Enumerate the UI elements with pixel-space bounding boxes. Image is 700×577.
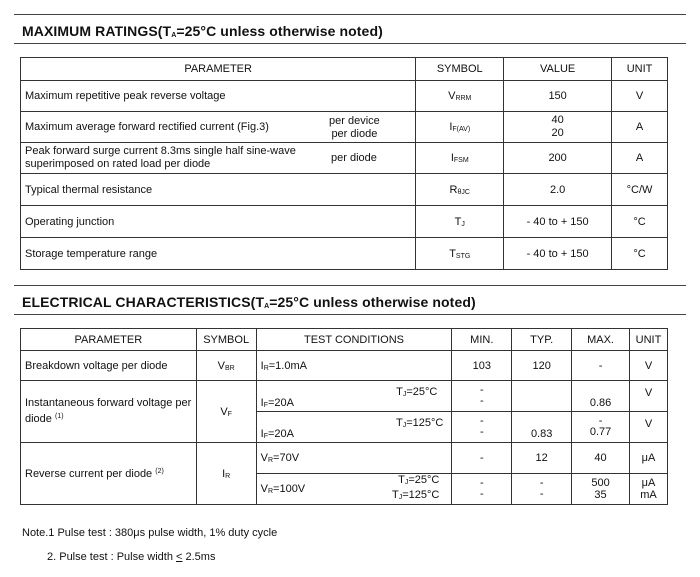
symbol-cell: $R_{\theta JC}$: [416, 174, 504, 206]
unit-cell: A: [612, 112, 668, 143]
header-unit: UNIT: [629, 329, 667, 351]
unit-cell: V: [629, 412, 667, 443]
table-row: [21, 351, 668, 381]
typ-cell: [512, 381, 572, 412]
min-cell: - -: [452, 412, 512, 443]
min-cell: - -: [452, 381, 512, 412]
value-cell: - 40 to + 150: [504, 206, 612, 238]
tj-cell: $T_J=25^\circ C$: [336, 381, 452, 412]
min-cell: 103: [452, 351, 512, 381]
header-symbol: SYMBOL: [196, 329, 256, 351]
table-row: [21, 238, 668, 270]
header-parameter: PARAMETER: [21, 58, 416, 81]
param-cell: Operating junction: [21, 206, 416, 238]
max-cell: 0.86: [572, 381, 630, 412]
header-typ: TYP.: [512, 329, 572, 351]
max-cell: - 0.77: [572, 412, 630, 443]
per-note: per device per diode: [329, 115, 380, 140]
cond-cell: $I_F=20A$: [256, 412, 336, 443]
header-parameter: PARAMETER: [21, 329, 197, 351]
typ-cell: 120: [512, 351, 572, 381]
note-1: Note.1 Pulse test : 380μs pulse width, 1% duty cycle: [22, 527, 278, 539]
elec-top-rule: [14, 285, 686, 286]
symbol-cell: $T_{STG}$: [416, 238, 504, 270]
cond-cell: $V_R=70V$: [256, 443, 336, 474]
unit-cell: V: [629, 351, 667, 381]
unit-cell: °C/W: [612, 174, 668, 206]
max-ratings-table: [20, 57, 668, 270]
min-cell: - -: [452, 474, 512, 505]
table-row: [21, 381, 668, 412]
symbol-cell: $V_{RRM}$: [416, 81, 504, 112]
symbol-cell: $V_{BR}$: [196, 351, 256, 381]
param-cell: Instantaneous forward voltage per diode $^{(1)}$: [21, 381, 197, 443]
max-ratings-title: MAXIMUM $RATINGS(T_A=25^\circ C$ unless otherwise noted): [22, 23, 383, 39]
tj-cell: $T_J=25^\circ C$ $T_J=125^\circ C$: [336, 474, 452, 505]
unit-cell: μA mA: [629, 474, 667, 505]
max-cell: 40: [572, 443, 630, 474]
tj-cell: $T_J=125^\circ C$: [336, 412, 452, 443]
tj-cell: [336, 443, 452, 474]
symbol-cell: $I_{FSM}$: [416, 143, 504, 174]
unit-cell: V: [629, 381, 667, 412]
unit-cell: A: [612, 143, 668, 174]
max-ratings-top-rule: [14, 14, 686, 15]
value-cell: 200: [504, 143, 612, 174]
unit-cell: μA: [629, 443, 667, 474]
header-symbol: SYMBOL: [416, 58, 504, 81]
param-cell: Typical thermal resistance: [21, 174, 416, 206]
tj-cell: [336, 351, 452, 381]
note-2: 2. Pulse test : Pulse width < 2.5ms: [47, 551, 216, 563]
param-cell: Maximum average forward rectified current (Fig.3) per device per diode: [21, 112, 416, 143]
header-unit: UNIT: [612, 58, 668, 81]
value-cell: - 40 to + 150: [504, 238, 612, 270]
unit-cell: °C: [612, 238, 668, 270]
value-cell: 2.0: [504, 174, 612, 206]
max-cell: -: [572, 351, 630, 381]
value-cell: 150: [504, 81, 612, 112]
unit-cell: V: [612, 81, 668, 112]
param-cell: Storage temperature range: [21, 238, 416, 270]
typ-cell: 0.83: [512, 412, 572, 443]
symbol-cell: $T_J$: [416, 206, 504, 238]
symbol-cell: $I_R$: [196, 443, 256, 505]
typ-cell: 12: [512, 443, 572, 474]
unit-cell: °C: [612, 206, 668, 238]
param-cell: Breakdown voltage per diode: [21, 351, 197, 381]
param-cell: Peak forward surge current 8.3ms single half sine-wave superimposed on rated load per diode per diode: [21, 143, 416, 174]
table-header-row: [21, 58, 668, 81]
cond-cell: $I_F=20A$: [256, 381, 336, 412]
elec-table: [20, 328, 668, 505]
header-value: VALUE: [504, 58, 612, 81]
symbol-cell: $V_F$: [196, 381, 256, 443]
min-cell: -: [452, 443, 512, 474]
typ-cell: - -: [512, 474, 572, 505]
table-header-row: [21, 329, 668, 351]
cond-cell: $V_R=100V$: [256, 474, 336, 505]
table-row: [21, 443, 668, 474]
per-note: per diode: [331, 152, 377, 164]
table-row: [21, 112, 668, 143]
header-min: MIN.: [452, 329, 512, 351]
param-cell: Maximum repetitive peak reverse voltage: [21, 81, 416, 112]
table-row: [21, 81, 668, 112]
table-row: [21, 143, 668, 174]
header-max: MAX.: [572, 329, 630, 351]
header-test-conditions: TEST CONDITIONS: [256, 329, 452, 351]
param-cell: Reverse current per diode $^{(2)}$: [21, 443, 197, 505]
table-row: [21, 174, 668, 206]
max-ratings-bottom-rule: [14, 43, 686, 44]
symbol-cell: $I_{F(AV)}$: [416, 112, 504, 143]
cond-cell: $I_R=1.0mA$: [256, 351, 336, 381]
table-row: [21, 206, 668, 238]
elec-bottom-rule: [14, 314, 686, 315]
elec-title: ELECTRICAL $CHARACTERISTICS(T_A=25^\circ C$ unless otherwise noted): [22, 294, 476, 310]
value-cell: 40 20: [504, 112, 612, 143]
max-cell: 500 35: [572, 474, 630, 505]
